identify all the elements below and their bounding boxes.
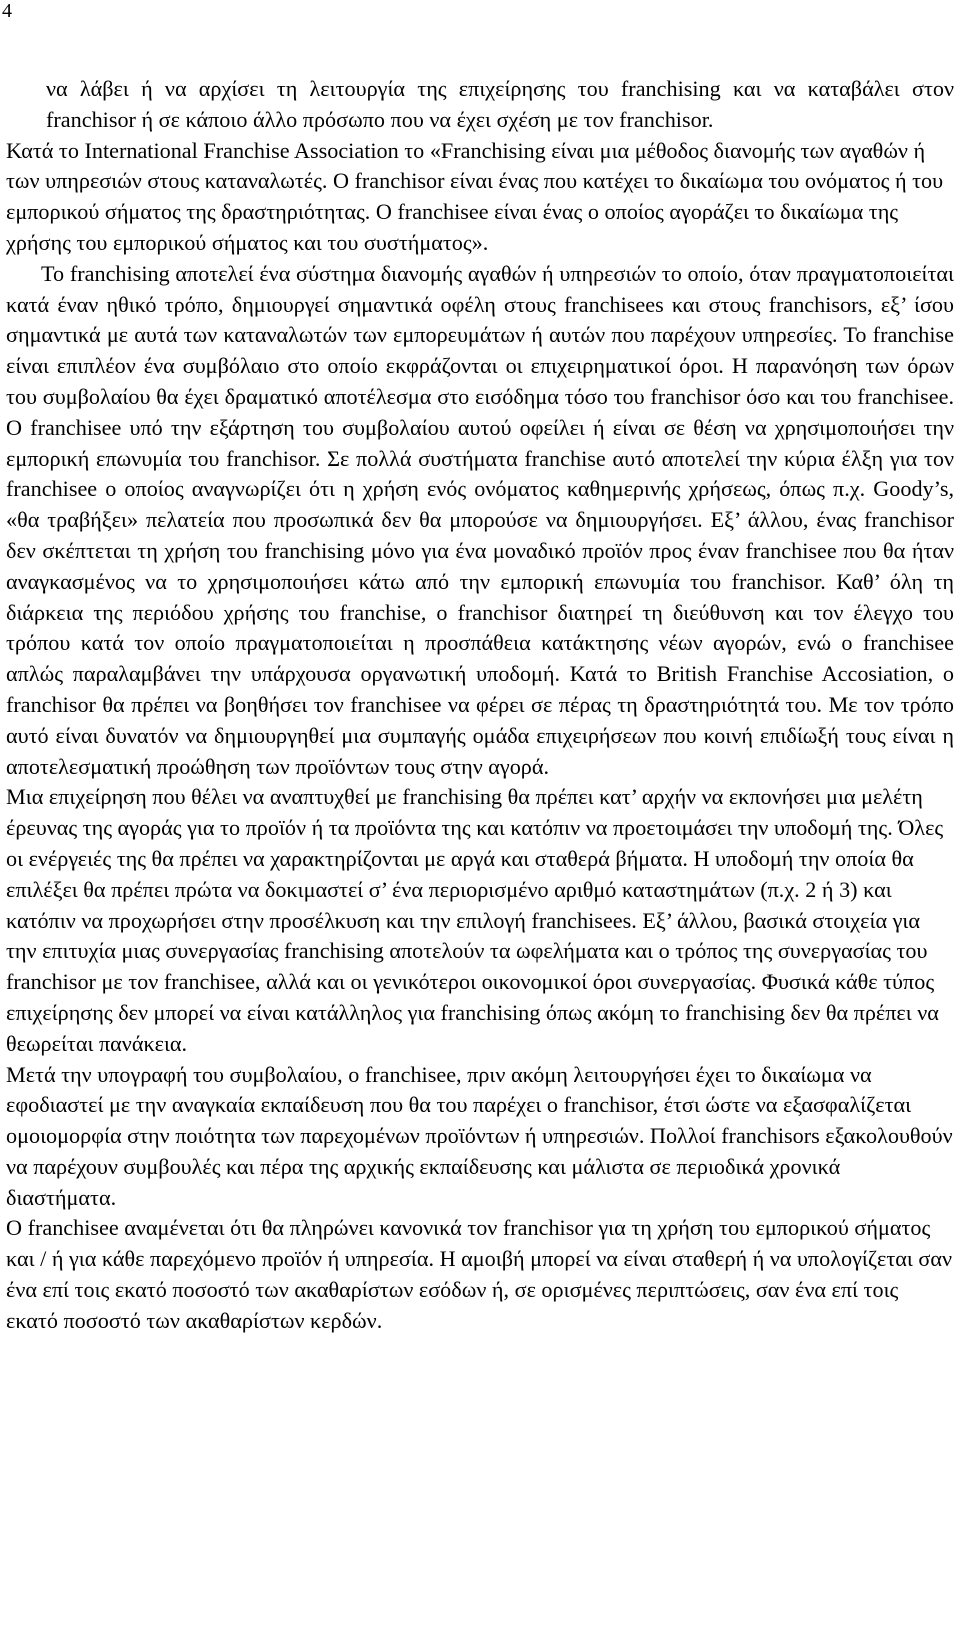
paragraph-payment: Ο franchisee αναμένεται ότι θα πληρώνει κανονικά τον franchisor για τη χρήση του εμπορικού σήματος και / ή για κάθε παρεχόμενο προϊόν ή υπηρεσία. Η αμοιβή μπορεί να είναι σταθερή ή να υπολογίζεται σαν ένα επί τοις εκατό ποσοστό των ακαθαρίστων εσόδων ή, σε ορισμένες περιπτώσεις, σαν ένα επί τοις εκατό ποσοστό των ακαθαρίστων κερδών. <box>6 1215 953 1333</box>
paragraph-business-development: Μια επιχείρηση που θέλει να αναπτυχθεί με franchising θα πρέπει κατ’ αρχήν να εκπονήσει μια μελέτη έρευνας της αγοράς για το προϊόν ή τα προϊόντα της και κατόπιν να προετοιμάσει την υποδομή της. Όλες οι ενέργειές της θα πρέπει να χαρακτηρίζονται με αργά και σταθερά βήματα. Η υποδομή την οποία θα επιλέξει θα πρέπει πρώτα να δοκιμαστεί σ’ ένα περιορισμένο αριθμό καταστημάτων (π.χ. 2 ή 3) και κατόπιν να προχωρήσει στην προσέλκυση και την επιλογή franchisees. Εξ’ άλλου, βασικά στοιχεία για την επιτυχία μιας συνεργασίας franchising αποτελούν τα ωφελήματα και ο τρόπος της συνεργασίας του franchisor με τον franchisee, αλλά και οι γενικότεροι οικονομικοί όροι συνεργασίας. Φυσικά κάθε τύπος επιχείρησης δεν μπορεί να είναι κατάλληλος για franchising όπως ακόμη το franchising δεν θα πρέπει να θεωρείται πανάκεια. <box>6 784 944 1056</box>
page-number: 4 <box>2 0 12 22</box>
paragraph-ifa-definition: Κατά το International Franchise Association το «Franchising είναι μια μέθοδος διανομής των αγαθών ή των υπηρεσιών στους καταναλωτές. Ο franchisor είναι ένας που κατέχει το δικαίωμα του ονόματος ή του εμπορικού σήματος της δραστηριότητας. Ο franchisee είναι ένας ο οποίος αγοράζει το δικαίωμα της χρήσης του εμπορικού σήματος και του συστήματος». <box>6 137 944 255</box>
paragraph-training: Μετά την υπογραφή του συμβολαίου, ο franchisee, πριν ακόμη λειτουργήσει έχει το δικαίωμα να εφοδιαστεί με την αναγκαία εκπαίδευση που θα του παρέχει ο franchisor, έτσι ώστε να εξασφαλίζεται ομοιομορφία στην ποιότητα των παρεχομένων προϊόντων ή υπηρεσιών. Πολλοί franchisors εξακολουθούν να παρέχουν συμβουλές και πέρα της αρχικής εκπαίδευσης και μάλιστα σε περιοδικά χρονικά διαστήματα. <box>6 1061 953 1210</box>
paragraph-continuation: να λάβει ή να αρχίσει τη λειτουργία της επιχείρησης του franchising και να καταβάλει στον franchisor ή σε κάποιο άλλο πρόσωπο που να έχει σχέση με τον franchisor. <box>46 76 954 132</box>
document-body <box>6 74 954 1337</box>
paragraph-franchising-system: Το franchising αποτελεί ένα σύστημα διανομής αγαθών ή υπηρεσιών το οποίο, όταν πραγματοποιείται κατά έναν ηθικό τρόπο, δημιουργεί σημαντικά οφέλη στους franchisees και στους franchisors, εξ’ ίσου σημαντικά με αυτά των καταναλωτών των εμπορευμάτων ή αυτών που παρέχουν υπηρεσίες. Το franchise είναι επιπλέον ένα συμβόλαιο στο οποίο εκφράζονται οι επιχειρηματικοί όροι. Η παρανόηση των όρων του συμβολαίου θα έχει δραματικό αποτέλεσμα στο εισόδημα τόσο του franchisor όσο και του franchisee. Ο franchisee υπό την εξάρτηση του συμβολαίου αυτού οφείλει ή είναι σε θέση να χρησιμοποιήσει την εμπορική επωνυμία του franchisor. Σε πολλά συστήματα franchise αυτό αποτελεί την κύρια έλξη για τον franchisee ο οποίος αναγνωρίζει ότι η χρήση ενός ονόματος καθημερινής χρήσεως, όπως π.χ. Goody’s, «θα τραβήξει» πελατεία που προσωπικά δεν θα μπορούσε να δημιουργήσει. Εξ’ άλλου, ένας franchisor δεν σκέπτεται τη χρήση του franchising μόνο για ένα μοναδικό προϊόν προς έναν franchisee που θα ήταν αναγκασμένος να το χρησιμοποιήσει κάτω από την εμπορική επωνυμία του franchisor. Καθ’ όλη τη διάρκεια της περιόδου χρήσης του franchise, ο franchisor διατηρεί τη διεύθυνση και τον έλεγχο του τρόπου κατά τον οποίο πραγματοποιείται η προσπάθεια κατάκτησης νέων αγορών, ενώ ο franchisee απλώς παραλαμβάνει την υπάρχουσα οργανωτική υποδομή. Κατά το British Franchise Accosiation, ο franchisor θα πρέπει να βοηθήσει τον franchisee να φέρει σε πέρας τη δραστηριότητά του. Με τον τρόπο αυτό είναι δυνατόν να δημιουργηθεί μια συμπαγής ομάδα επιχειρήσεων που κοινή επιδίωξή τους είναι η αποτελεσματική προώθηση των προϊόντων τους στην αγορά. <box>6 260 954 779</box>
